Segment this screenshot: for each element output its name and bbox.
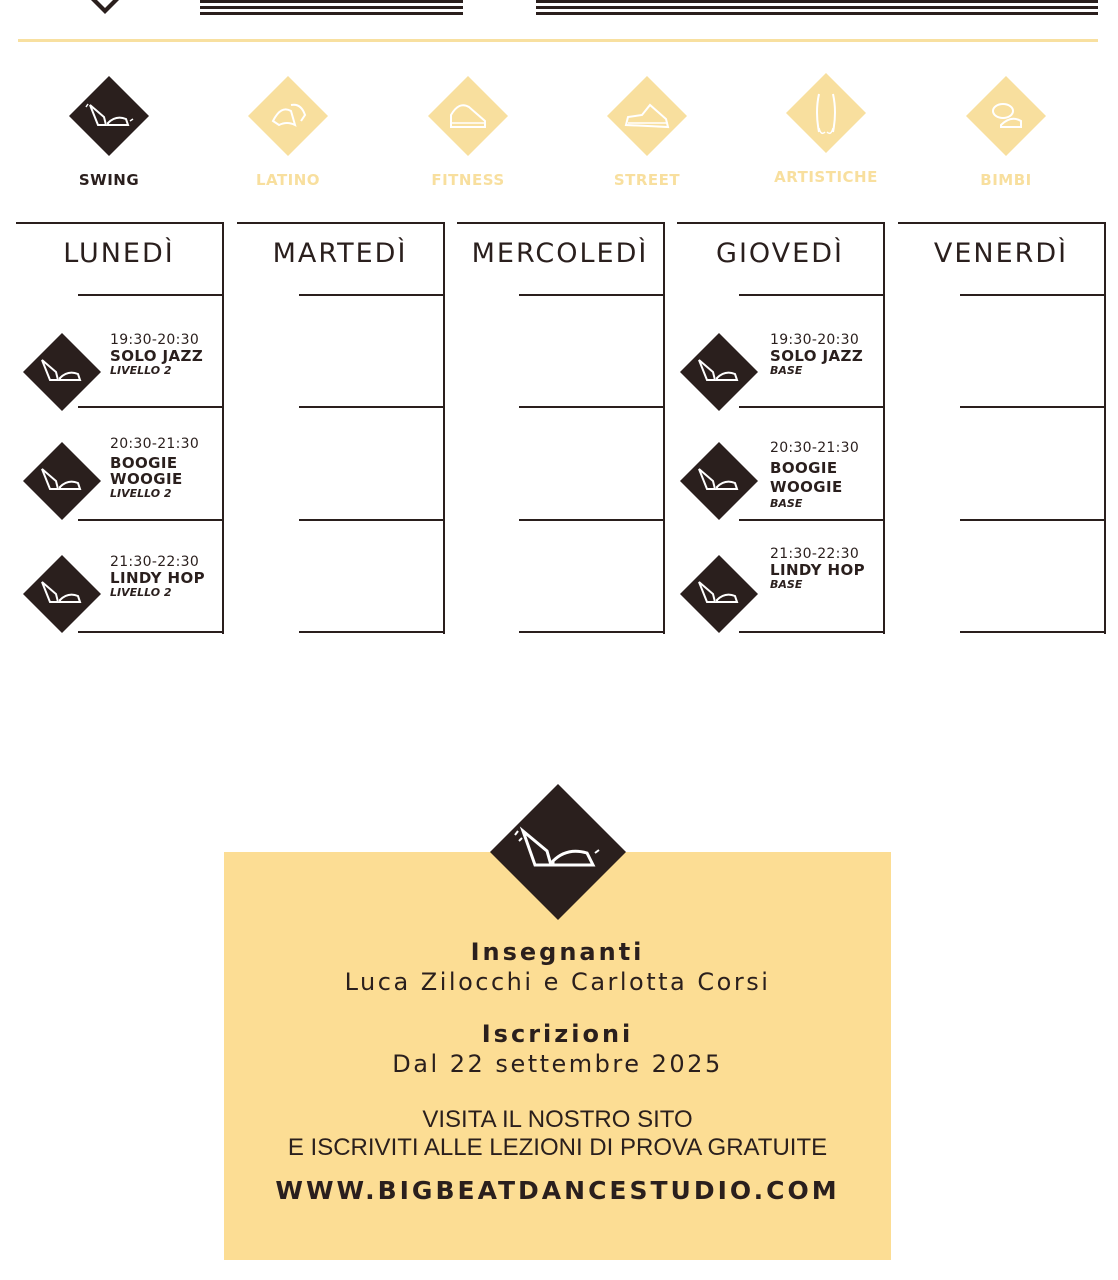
class-slot[interactable] bbox=[22, 423, 222, 533]
class-name: BOOGIE WOOGIE bbox=[770, 459, 843, 496]
class-time: 21:30-22:30 bbox=[770, 546, 860, 562]
class-level: BASE bbox=[770, 497, 803, 510]
kids-shoes-icon bbox=[965, 75, 1047, 157]
category-label: BIMBI bbox=[980, 171, 1032, 189]
category-label: LATINO bbox=[255, 171, 321, 189]
day-column-tuesday bbox=[237, 222, 445, 634]
category-label: STREET bbox=[613, 171, 681, 189]
class-level: LIVELLO 2 bbox=[110, 586, 172, 599]
class-name: SOLO JAZZ bbox=[770, 347, 864, 365]
category-latino[interactable] bbox=[228, 75, 348, 189]
street-sneaker-icon bbox=[606, 75, 688, 157]
day-column-wednesday bbox=[457, 222, 665, 634]
class-level: LIVELLO 2 bbox=[110, 364, 172, 377]
class-slot[interactable] bbox=[679, 423, 879, 533]
teachers-names: Luca Zilocchi e Carlotta Corsi bbox=[344, 968, 771, 996]
ballet-shoes-icon bbox=[785, 72, 867, 154]
class-time: 19:30-20:30 bbox=[770, 332, 860, 348]
top-diamond-ornament bbox=[86, 0, 124, 16]
latino-shoes-icon bbox=[247, 75, 329, 157]
category-swing[interactable] bbox=[49, 75, 169, 189]
category-fitness[interactable] bbox=[408, 75, 528, 189]
day-column-monday bbox=[16, 222, 224, 634]
swing-shoes-icon bbox=[68, 75, 150, 157]
class-name: SOLO JAZZ bbox=[110, 347, 204, 365]
gold-divider bbox=[18, 39, 1098, 42]
swing-shoes-icon bbox=[679, 441, 759, 521]
class-slot[interactable] bbox=[22, 314, 222, 424]
category-label: SWING bbox=[78, 171, 140, 189]
header-stripes-left bbox=[200, 0, 463, 20]
category-street[interactable] bbox=[587, 75, 707, 189]
class-level: LIVELLO 2 bbox=[110, 487, 172, 500]
day-name: GIOVEDÌ bbox=[716, 238, 844, 269]
swing-shoes-icon bbox=[22, 554, 102, 634]
day-name: MARTEDÌ bbox=[272, 238, 408, 269]
swing-shoes-icon bbox=[679, 554, 759, 634]
class-name: LINDY HOP bbox=[110, 569, 206, 587]
category-artistiche[interactable] bbox=[766, 72, 886, 186]
category-label: ARTISTICHE bbox=[774, 168, 878, 186]
enroll-heading: Iscrizioni bbox=[481, 1020, 634, 1048]
class-level: BASE bbox=[770, 364, 803, 377]
swing-shoes-icon bbox=[22, 332, 102, 412]
day-column-thursday bbox=[677, 222, 885, 634]
fitness-sneaker-icon bbox=[427, 75, 509, 157]
header-stripes-right bbox=[536, 0, 1098, 20]
swing-shoes-icon bbox=[489, 783, 627, 921]
class-time: 19:30-20:30 bbox=[110, 332, 200, 348]
day-name: VENERDÌ bbox=[933, 238, 1069, 269]
class-slot[interactable] bbox=[679, 314, 879, 424]
class-time: 21:30-22:30 bbox=[110, 554, 200, 570]
class-slot[interactable] bbox=[22, 536, 222, 646]
cta-line-2: E ISCRIVITI ALLE LEZIONI DI PROVA GRATUITE bbox=[287, 1134, 828, 1161]
website-link[interactable]: WWW.BIGBEATDANCESTUDIO.COM bbox=[275, 1176, 840, 1205]
day-name: LUNEDÌ bbox=[63, 238, 175, 269]
class-time: 20:30-21:30 bbox=[770, 440, 860, 456]
enroll-date: Dal 22 settembre 2025 bbox=[392, 1050, 723, 1078]
teachers-heading: Insegnanti bbox=[470, 938, 645, 966]
category-bimbi[interactable] bbox=[946, 75, 1066, 189]
class-slot[interactable] bbox=[679, 536, 879, 646]
category-label: FITNESS bbox=[431, 171, 505, 189]
swing-shoes-icon bbox=[22, 441, 102, 521]
day-column-friday bbox=[898, 222, 1106, 634]
cta-line-1: VISITA IL NOSTRO SITO bbox=[422, 1106, 693, 1133]
swing-shoes-icon bbox=[679, 332, 759, 412]
class-name: BOOGIE WOOGIE bbox=[110, 454, 183, 488]
class-name: LINDY HOP bbox=[770, 561, 866, 579]
day-name: MERCOLEDÌ bbox=[471, 238, 649, 269]
class-time: 20:30-21:30 bbox=[110, 436, 200, 452]
class-level: BASE bbox=[770, 578, 803, 591]
